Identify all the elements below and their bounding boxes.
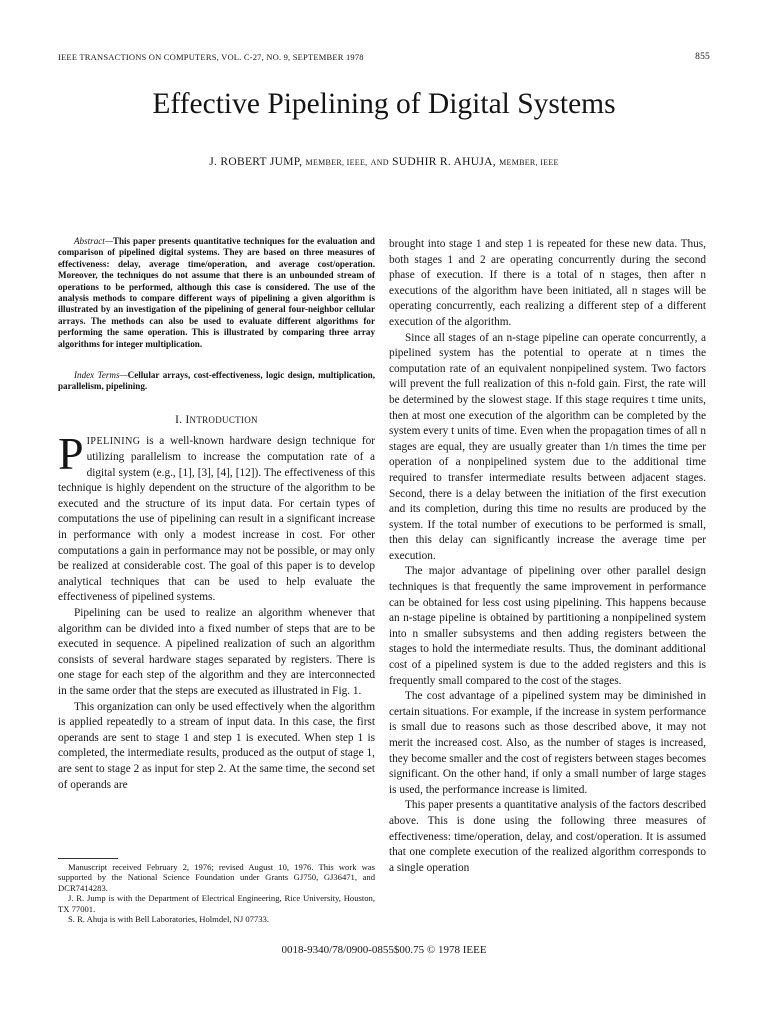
abstract-text: This paper presents quantitative techniques for the evaluation and comparison of pipelined digital systems. They are based on three measures of effectiveness: delay, average time/operation, and average cost/operation. Moreover, the techniques do not assume that there is an unbounded stream of operations to be performed, although this case is considered. The use of the analysis methods to compare different ways of pipelining a given algorithm is illustrated by an investigation of the pipelining of general four-neighbor cellular arrays. The methods can also be used to evaluate different algorithms for performing the same operation. This is illustrated by comparing three array algorithms for integer multiplication. [58,236,375,349]
section-number: I. [175,413,183,426]
author-1-name: J. ROBERT JUMP, [209,156,303,168]
author-1-membership: MEMBER, IEEE, [305,158,368,167]
index-terms-text: Cellular arrays, cost-effectiveness, logic design, multiplication, parallelism, pipelining. [58,370,375,392]
footnote-manuscript: Manuscript received February 2, 1976; revised August 10, 1976. This work was supported by the National Science Foundation under Grants GJ750, GJ36471, and DCR7414283. [58,862,375,893]
copyright-line: 0018-9340/78/0900-0855$00.75 © 1978 IEEE [281,944,487,956]
left-column [58,236,375,793]
journal-citation: IEEE TRANSACTIONS ON COMPUTERS, VOL. C-27, NO. 9, SEPTEMBER 1978 [58,52,364,62]
author-conjunction: AND [370,158,389,167]
footnotes [58,862,375,924]
paper-title: Effective Pipelining of Digital Systems [152,88,616,120]
author-2-membership: MEMBER, IEEE [499,158,559,167]
right-paragraph-4: The cost advantage of a pipelined system may be diminished in certain situations. For example, if the increase in system performance is small due to reasons such as those described above, it may not merit the increased cost. Also, as the number of stages is increased, they become smaller and the cost of registers between stages becomes significant. On the other hand, if only a small number of large stages is used, the performance increase is limited. [389,690,706,796]
right-paragraph-2: Since all stages of an n-stage pipeline can operate concurrently, a pipelined system has the potential to operate at n times the computation rate of an equivalent nonpipelined system. Two factors will prevent the full realization of this n-fold gain. First, the rate will be determined by the slowest stage. If this stage requires t time units, then at most one execution of the algorithm can be completed by the system every t units of time. Even when the propagation times of all n stages are equal, they are usually greater than 1/n times the time per operation of a nonpipelined system due to the additional time required to transfer intermediate results between adjacent stages. Second, there is a delay between the initiation of the first execution and its completion, during this time no results are produced by the system. If the total number of executions to be performed is small, then this delay can significantly increase the average time per execution. [389,331,706,562]
intro-paragraph-1-text: is a well-known hardware design technique for utilizing parallelism to increase the computation rate of a digital system (e.g., [1], [3], [4], [12]). The effectiveness of this technique is highly dependent on the structure of the algorithm to be executed and the structure of its input data. For certain types of computations the use of pipelining can result in a significant increase in performance with only a modest increase in cost. For other computations a gain in performance may not be possible, or may only be realized at considerable cost. The goal of this paper is to develop analytical techniques that can be used to help evaluate the effectiveness of pipelined systems. [58,435,375,604]
right-column [389,237,706,876]
abstract [58,236,375,350]
footnote-author-2: S. R. Ahuja is with Bell Laboratories, Holmdel, NJ 07733. [68,914,269,925]
author-line [0,156,768,168]
intro-paragraph-1 [58,428,375,606]
intro-paragraph-3: This organization can only be used effectively when the algorithm is applied repeatedly to a stream of input data. In this case, the first operands are sent to stage 1 and step 1 is executed. When step 1 is completed, the intermediate results, produced as the output of stage 1, are sent to stage 2 as input for step 2. At the same time, the second set of operands are [58,700,375,791]
footnote-rule [58,858,118,859]
lead-word: IPELINING [86,436,141,448]
right-paragraph-3: The major advantage of pipelining over other parallel design techniques is that frequently the same improvement in performance can be obtained for less cost using pipelining. This happens because an n-stage pipeline is obtained by partitioning a nonpipelined system into n smaller subsystems and then adding registers between the stages to hold the intermediate results. Thus, the dominant additional cost of a pipelined system is due to the added registers and this is frequently small compared to the cost of the stages. [389,565,706,687]
drop-cap: P [58,428,84,480]
right-paragraph-1: brought into stage 1 and step 1 is repeated for these new data. Thus, both stages 1 and 2 are operating concurrently during the second phase of execution. If there is a total of n stages, then after n executions of the algorithm have been initiated, all n stages will be operating concurrently, each realizing a different step of a different execution of the algorithm. [389,238,706,328]
page-number: 855 [695,52,710,62]
index-terms-lead: Index Terms— [74,370,128,381]
intro-paragraph-2: Pipelining can be used to realize an algorithm whenever that algorithm can be divided into a fixed number of steps that are to be executed in sequence. A pipelined realization of such an algorithm consists of several hardware stages separated by registers. There is one stage for each step of the algorithm and they are interconnected in the same order that the steps are executed as illustrated in Fig. 1. [58,607,375,697]
section-title-rest: NTRODUCTION [189,414,258,425]
section-heading-introduction [58,413,375,429]
index-terms [58,370,375,393]
author-2-name: SUDHIR R. AHUJA, [392,156,496,168]
right-paragraph-5: This paper presents a quantitative analysis of the factors described above. This is done using the following three measures of effectiveness: time/operation, delay, and cost/operation. It is assumed that one complete execution of the realized algorithm corresponds to a single operation [389,799,706,874]
abstract-lead: Abstract— [74,236,113,246]
footnote-author-1: J. R. Jump is with the Department of Electrical Engineering, Rice University, Houston, TX 77001. [58,893,375,914]
running-head [58,52,710,66]
section-initial: I [185,413,190,426]
